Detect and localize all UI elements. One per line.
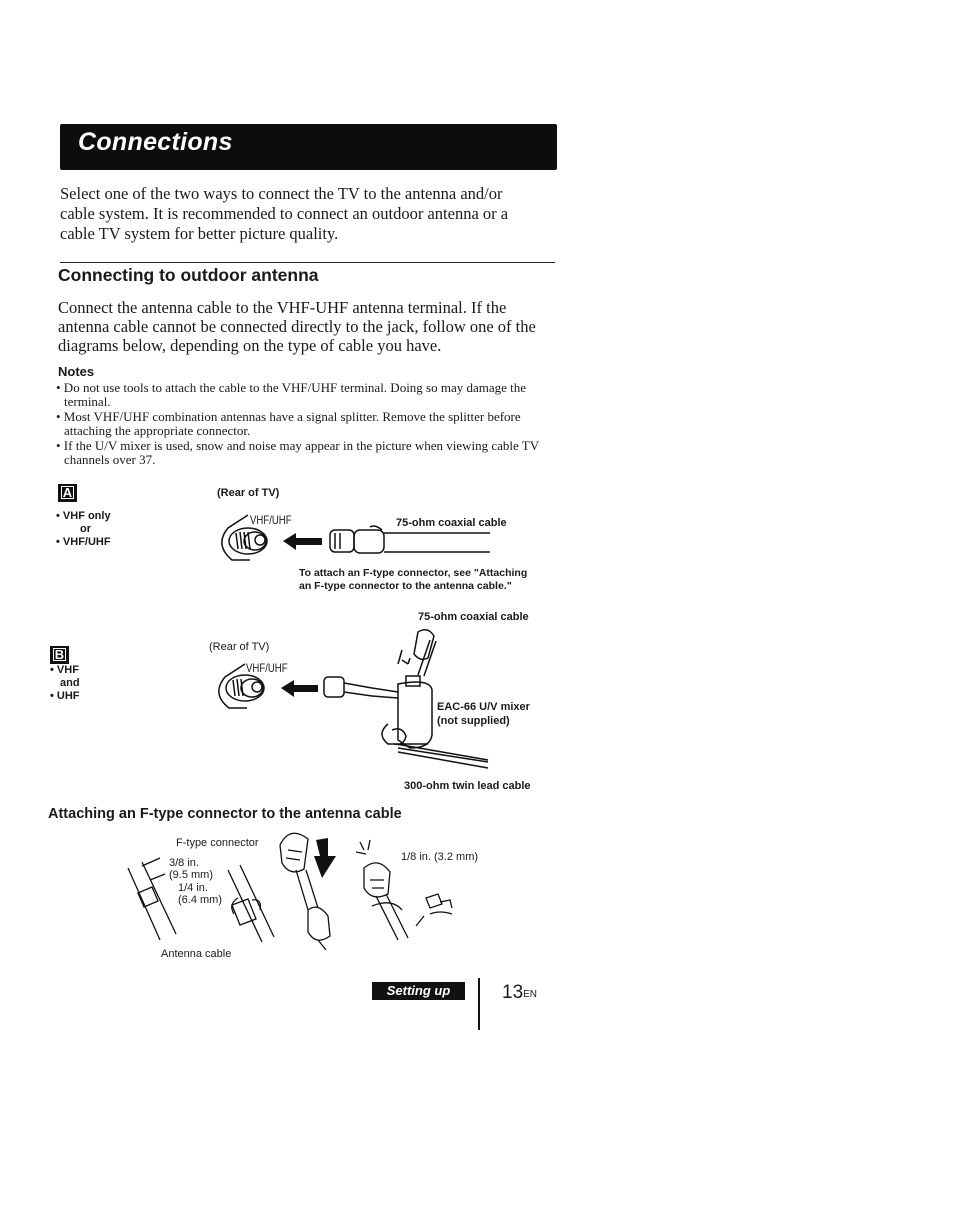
terminal-label-b: VHF/UHF — [246, 661, 288, 675]
stripped-cable-icon — [128, 858, 274, 942]
terminal-label: VHF/UHF — [250, 513, 292, 527]
section-heading-outdoor-antenna: Connecting to outdoor antenna — [58, 265, 319, 285]
page-number-value: 13 — [502, 982, 524, 1003]
footer-divider — [478, 978, 480, 1030]
antenna-cable-label: Antenna cable — [161, 948, 232, 960]
down-arrow-icon — [314, 838, 336, 878]
dimension-1-8: 1/8 in. (3.2 mm) — [401, 851, 479, 863]
note-item: • If the U/V mixer is used, snow and noise may appear in the picture when viewing cable TV channels over 37. — [56, 438, 539, 467]
f-connector-label: F-type connector — [176, 837, 259, 849]
mixer-label-line: (not supplied) — [437, 715, 510, 727]
note-line: To attach an F-type connector, see "Attaching — [299, 567, 528, 579]
diagram-a-marker: A — [58, 484, 77, 502]
crimped-connector-icon — [356, 840, 452, 940]
option-text: or — [80, 523, 91, 535]
rear-of-tv-label: (Rear of TV) — [217, 487, 280, 499]
notes-heading: Notes — [58, 364, 95, 379]
dim-line: (9.5 mm) — [169, 869, 213, 881]
option-text: • VHF — [50, 664, 79, 676]
option-text: • VHF/UHF — [56, 536, 111, 548]
page-title: Connections — [78, 128, 233, 156]
dim-line: 1/4 in. — [178, 882, 208, 894]
dim-line: (6.4 mm) — [178, 894, 222, 906]
option-text: • UHF — [50, 690, 80, 702]
option-text: • VHF only — [56, 510, 111, 522]
note-item: • Most VHF/UHF combination antennas have a signal splitter. Remove the splitter before attaching the appropriate connector. — [56, 409, 521, 438]
page-suffix: EN — [523, 989, 538, 1000]
intro-paragraph: Select one of the two ways to connect the TV to the antenna and/or cable system. It is recommended to connect an outdoor antenna or a cable TV system for better picture quality. — [60, 184, 509, 243]
twin-lead-label: 300-ohm twin lead cable — [404, 780, 531, 792]
option-text: and — [60, 677, 80, 689]
note-line: an F-type connector to the antenna cable." — [299, 580, 512, 592]
section-heading-f-connector: Attaching an F-type connector to the antenna cable — [48, 806, 402, 822]
section-tab: Setting up — [372, 982, 465, 1000]
coaxial-cable-label-b: 75-ohm coaxial cable — [418, 611, 529, 623]
diagram-b-marker: B — [50, 646, 69, 664]
note-item: • Do not use tools to attach the cable to the VHF/UHF terminal. Doing so may damage the terminal. — [56, 380, 527, 409]
coaxial-cable-label: 75-ohm coaxial cable — [396, 517, 507, 529]
dim-line: 3/8 in. — [169, 857, 199, 869]
page-number — [502, 982, 537, 1004]
mixer-label-line: EAC-66 U/V mixer — [437, 701, 530, 713]
section-body: Connect the antenna cable to the VHF-UHF antenna terminal. If the antenna cable cannot be connected directly to the jack, follow one of the diagrams below, depending on the type of cable you have. — [58, 298, 536, 355]
rear-of-tv-label-b: (Rear of TV) — [209, 641, 270, 653]
